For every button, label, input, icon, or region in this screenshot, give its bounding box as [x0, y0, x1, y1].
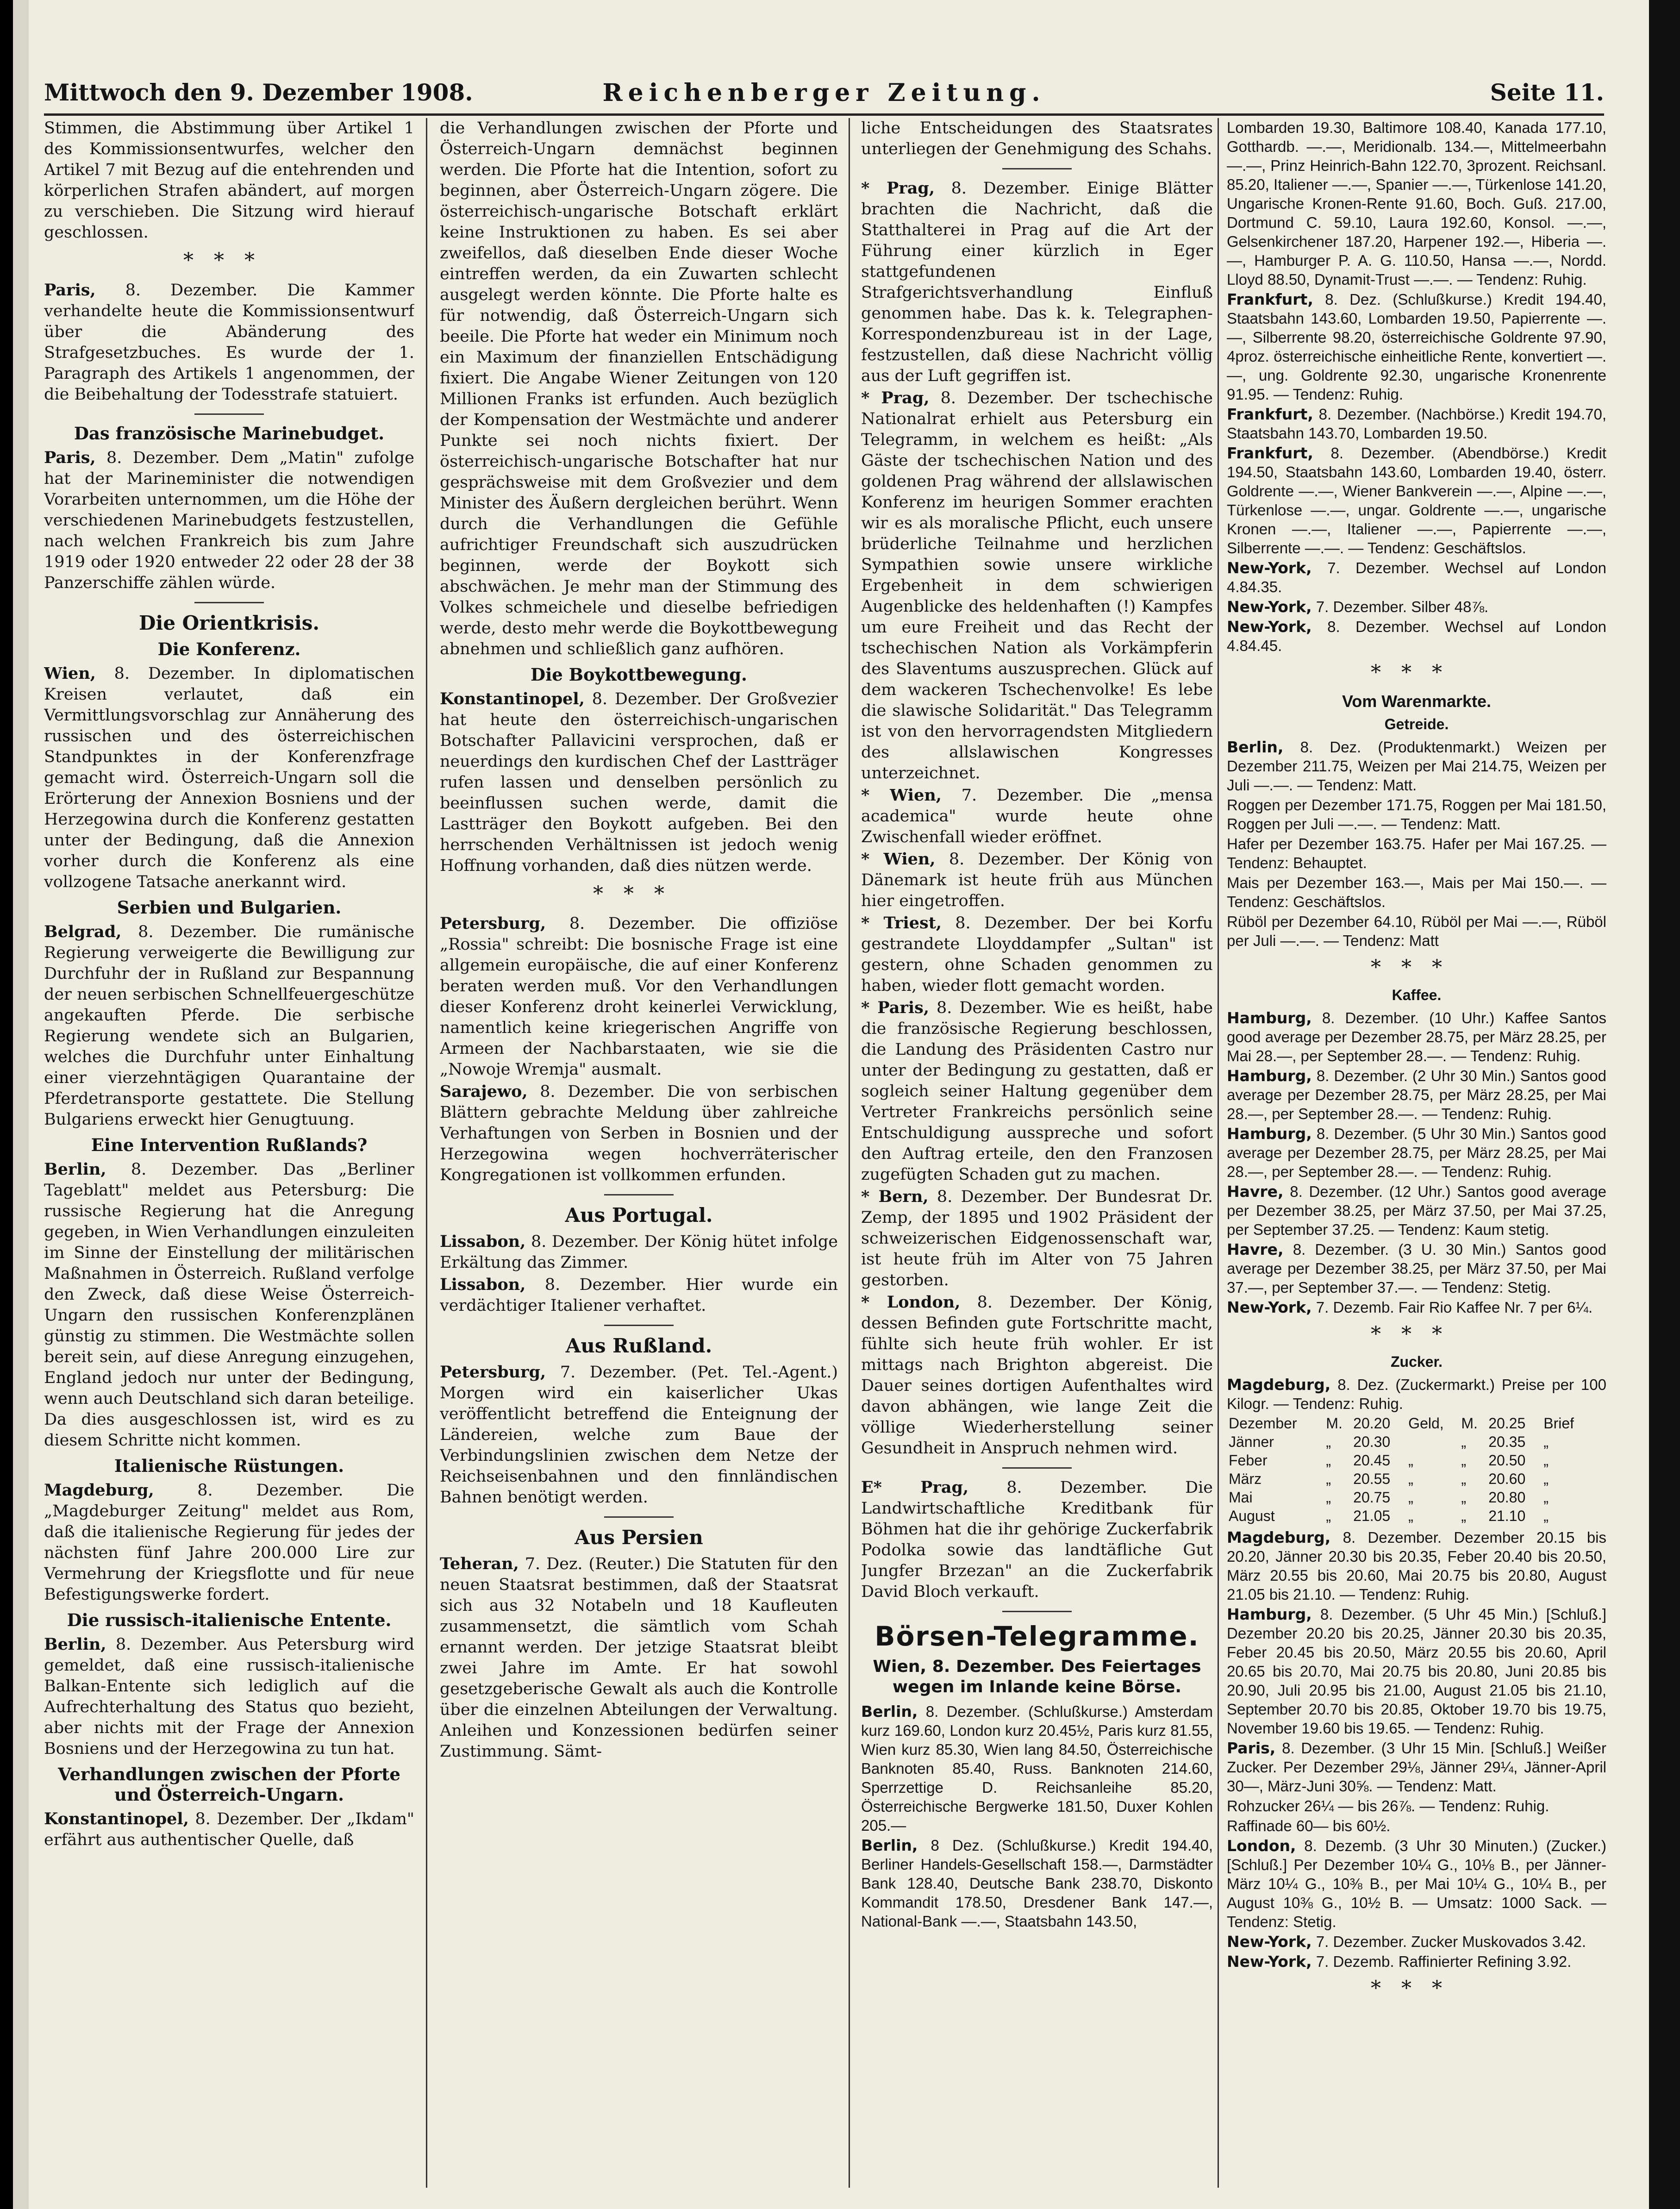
market-report — [1227, 1298, 1606, 1317]
subsection-heading: Verhandlungen zwischen der Pforte und Österreich-Ungarn. — [58, 1764, 400, 1805]
market-report — [1227, 1008, 1606, 1065]
dateline: New-York, — [1227, 618, 1312, 636]
dateline: Frankfurt, — [1227, 290, 1313, 308]
column-4 — [1227, 118, 1606, 2188]
dateline: E* Prag, — [861, 1478, 969, 1497]
article-body: 8. Dezember. Der Großvezier hat heute den österreichisch-ungarischen Botschafter Pallavicini versprochen, daß er neuerdings den kurdischen Chef der Lastträger rufen lassen und denselben persönlich zu beeinflussen suchen werde, damit die Lastträger den Boykott aufgeben. Bei den herrschenden Verhältnissen ist jedoch wenig Hoffnung vorhanden, daß dies nützen werde. — [440, 690, 838, 875]
report-body: 8. Dezember. (3 Uhr 15 Min. [Schluß.] Weißer Zucker. Per Dezember 29⅛, Jänner 29¼, Jänner-April 30—, März-Juni 30⅝. — Tendenz: Matt. — [1227, 1740, 1606, 1795]
divider — [1002, 168, 1072, 169]
article — [440, 688, 838, 876]
scan-edge-right — [1649, 0, 1680, 2209]
section-heading: Börsen-Telegramme. — [874, 1621, 1199, 1652]
dateline: New-York, — [1227, 598, 1312, 616]
table-cell: „ — [1408, 1471, 1413, 1487]
table-cell: 20.45 — [1353, 1452, 1391, 1469]
dateline: Konstantinopel, — [44, 1809, 189, 1828]
report-body: 8. Dez. (Produktenmarkt.) Weizen per Dezember 211.75, Weizen per Mai 214.75, Weizen per Juli —.—. — Tendenz: Matt. — [1227, 738, 1606, 794]
table-cell: „ — [1543, 1433, 1549, 1450]
report-body: 8. Dezember. (Abendbörse.) Kredit 194.50, Staatsbahn 143.60, Lombarden 19.40, österr. Goldrente —.—, Wiener Bankverein —.—, Alpine —.—, Türkenlose —.—, ungar. Goldrente —.—, ungarische Kronen —.—, Italiener —.—, Papierrente —.—, Silberrente —.—. — Tendenz: Geschäftslos. — [1227, 444, 1606, 557]
market-report — [861, 1836, 1213, 1931]
dateline: * London, — [861, 1293, 961, 1312]
issue-date: Mittwoch den 9. Dezember 1908. — [44, 79, 473, 106]
dateline: Berlin, — [44, 1635, 106, 1654]
table-cell: „ — [1408, 1508, 1413, 1524]
table-cell: Brief — [1543, 1415, 1574, 1432]
report-body: 7. Dezember. Zucker Muskovados 3.42. — [1312, 1933, 1586, 1950]
market-report: Mais per Dezember 163.—, Mais per Mai 150.—. — Tendenz: Geschäftslos. — [1227, 874, 1606, 910]
market-report — [1227, 1739, 1606, 1796]
divider — [194, 602, 264, 603]
table-cell: „ — [1461, 1452, 1466, 1469]
table-cell: M. — [1461, 1415, 1478, 1432]
article — [44, 1480, 414, 1605]
article-body: 7. Dezember. Die „mensa academica" wurde heute ohne Zwischenfall wieder eröffnet. — [861, 786, 1213, 846]
market-report — [861, 1702, 1213, 1835]
dateline: Paris, — [44, 448, 96, 467]
divider — [604, 1516, 674, 1518]
table-cell: 20.60 — [1488, 1471, 1526, 1487]
report-body: 8. Dezember. (12 Uhr.) Santos good average per Dezember 38.25, per März 37.50, per Mai 37.25, per September 37.25. — Tendenz: Kaum stetig. — [1227, 1183, 1606, 1238]
market-report — [1227, 444, 1606, 557]
table-row — [1227, 1507, 1588, 1525]
article — [44, 921, 414, 1130]
table-cell: „ — [1326, 1489, 1331, 1506]
dateline: Lissabon, — [440, 1275, 526, 1294]
table-cell: 21.05 — [1353, 1508, 1391, 1524]
section-heading: Vom Warenmarkte. — [1342, 692, 1492, 711]
dateline: Frankfurt, — [1227, 444, 1313, 462]
market-report — [1227, 405, 1606, 443]
table-cell: Mai — [1229, 1489, 1253, 1506]
dateline: Lissabon, — [440, 1232, 526, 1251]
article-body: 8. Dezember. Hier wurde ein verdächtiger Italiener verhaftet. — [440, 1276, 838, 1315]
table-cell: „ — [1461, 1489, 1466, 1506]
subsection-heading: Die Boykottbewegung. — [531, 664, 747, 685]
table-cell: „ — [1326, 1433, 1331, 1450]
article — [440, 1362, 838, 1508]
table-cell: August — [1229, 1508, 1275, 1524]
article-body: 8. Dezember. Einige Blätter brachten die Nachricht, daß die Statthalterei in Prag auf die Art der Führung einer kürzlich in Eger stattgefundenen Strafgerichtsverhandlung Einfluß genommen habe. Das k. k. Telegraphen-Korrespondenzbureau ist in der Lage, festzustellen, daß diese Nachricht völlig aus der Luft gegriffen ist. — [861, 179, 1213, 385]
dateline: Belgrad, — [44, 922, 122, 941]
dateline: New-York, — [1227, 559, 1312, 577]
market-report: Hafer per Dezember 163.75. Hafer per Mai 167.25. — Tendenz: Behauptet. — [1227, 835, 1606, 871]
dateline: Magdeburg, — [1227, 1528, 1331, 1546]
column-1 — [44, 118, 414, 2188]
article-body: 8. Dezember. Der König von Dänemark ist heute früh aus München hier eingetroffen. — [861, 850, 1213, 910]
adjacent-page-strip — [13, 0, 29, 2209]
table-cell: 20.30 — [1353, 1433, 1391, 1450]
column-3 — [861, 118, 1213, 2188]
subsection-heading: Die Konferenz. — [157, 639, 301, 659]
article-body: 8. Dezember. Der König hütet infolge Erkältung das Zimmer. — [440, 1233, 838, 1272]
section-heading: Aus Portugal. — [565, 1204, 713, 1227]
market-report: Rüböl per Dezember 64.10, Rüböl per Mai —.—, Rüböl per Juli —.—. — Tendenz: Matt — [1227, 913, 1606, 949]
dateline: Magdeburg, — [44, 1481, 154, 1500]
report-body: 8. Dezember. (5 Uhr 30 Min.) Santos good average per Dezember 28.75, per März 28.25, per Mai 28.—, per September 28.—. — Tendenz: Ruhig. — [1227, 1125, 1606, 1180]
table-cell: „ — [1543, 1452, 1549, 1469]
dateline: Berlin, — [861, 1702, 918, 1721]
report-body: 8. Dezember. (10 Uhr.) Kaffee Santos good average per Dezember 28.75, per März 28.25, per Mai 28.—, per September 28.—. — Tendenz: Ruhig. — [1227, 1009, 1606, 1064]
table-cell: Dezember — [1229, 1415, 1297, 1432]
dateline: * Bern, — [861, 1187, 929, 1206]
separator-asterisks: *** — [593, 882, 685, 906]
table-cell: „ — [1543, 1471, 1549, 1487]
divider — [604, 1325, 674, 1326]
dateline: New-York, — [1227, 1933, 1312, 1951]
market-report — [1227, 1528, 1606, 1604]
article — [861, 1292, 1213, 1459]
market-report: Roggen per Dezember 171.75, Roggen per Mai 181.50, Roggen per Juli —.—. — Tendenz: Matt. — [1227, 796, 1606, 832]
table-cell: Feber — [1229, 1452, 1268, 1469]
table-row — [1227, 1488, 1588, 1507]
column-rule — [849, 118, 850, 2188]
subsection-heading: Italienische Rüstungen. — [114, 1456, 344, 1476]
divider — [194, 413, 264, 415]
masthead-rule — [44, 113, 1604, 116]
report-body: 8. Dez. (Zuckermarkt.) Preise per 100 Kilogr. — Tendenz: Ruhig. — [1227, 1376, 1606, 1412]
report-body: 7. Dezember. Silber 48⅞. — [1312, 598, 1489, 615]
divider — [1002, 1467, 1072, 1469]
article — [44, 447, 414, 594]
article-body: 8. Dezember. Der „Ikdam" erfährt aus authentischer Quelle, daß — [44, 1810, 414, 1849]
article — [440, 1274, 838, 1316]
dateline: Magdeburg, — [1227, 1376, 1331, 1394]
dateline: Wien, — [44, 664, 96, 683]
article — [440, 1081, 838, 1186]
table-row — [1227, 1451, 1588, 1470]
article-body: 8. Dezember. Die Landwirtschaftliche Kreditbank für Böhmen hat die ihr gehörige Zuckerfabrik Podolka sowie das landtäfliche Gut Jungfer Brzezan" an die Zuckerfabrik David Bloch verkauft. — [861, 1478, 1213, 1601]
article — [440, 1231, 838, 1273]
table-cell: März — [1229, 1471, 1262, 1487]
table-cell: M. — [1326, 1415, 1343, 1432]
dateline: Berlin, — [861, 1836, 918, 1854]
divider — [1002, 1611, 1072, 1612]
section-heading: Das französische Marinebudget. — [74, 423, 385, 444]
market-report — [1227, 1182, 1606, 1239]
article — [440, 913, 838, 1080]
article-body: 8. Dezember. Die von serbischen Blättern gebrachte Meldung über zahlreiche Verhaftungen von Serben in Bosnien und der Herzegowina wegen hochverräterischer Kongregationen ist vollkommen erfunden. — [440, 1083, 838, 1184]
market-report: Raffinade 60— bis 60½. — [1227, 1817, 1391, 1834]
table-row — [1227, 1433, 1588, 1451]
market-report — [1227, 597, 1606, 616]
dateline: Paris, — [1227, 1739, 1276, 1757]
article-text: liche Entscheidungen des Staatsrates unterliegen der Genehmigung des Schahs. — [861, 119, 1213, 158]
article — [861, 1477, 1213, 1602]
table-row — [1227, 1414, 1588, 1433]
market-report — [1227, 738, 1606, 795]
market-report — [1227, 1952, 1606, 1971]
table-cell: „ — [1543, 1508, 1549, 1524]
table-cell: „ — [1461, 1433, 1466, 1450]
article-body: 8. Dezember. Die offiziöse „Rossia" schreibt: Die bosnische Frage ist eine allgemein europäische, die auf einer Konferenz beraten werden muß. Vor den Verhandlungen dieser Konferenz droht keinerlei Verwicklung, namentlich keine kriegerischen Angriffe von Armeen der Nachbarstaaten, wie sie die „Nowoje Wremja" ausmalt. — [440, 914, 838, 1079]
dateline: * Prag, — [861, 179, 935, 198]
market-report — [1227, 290, 1606, 404]
article — [861, 178, 1213, 387]
dateline: New-York, — [1227, 1298, 1312, 1316]
market-report — [1227, 558, 1606, 596]
article-text: die Verhandlungen zwischen der Pforte und Österreich-Ungarn demnächst beginnen werden. Die Pforte hat die Intention, sofort zu beginnen, aber Österreich-Ungarn zögere. Die österreichisch-ungarische Botschaft erklärt keine Instruktionen zu haben. Es sei aber zweifellos, daß dieselben Ende dieser Woche eintreffen werden, da ein Zuwarten schlecht ausgelegt werden könnte. Die Pforte halte es für notwendig, daß Österreich-Ungarn sich beeile. Die Pforte hat weder ein Minimum noch ein Maximum der finanziellen Entschädigung fixiert. Die Angabe Wiener Zeitungen von 120 Millionen Franks ist erfunden. Auch bezüglich der Kompensation der Westmächte und anderer Punkte sei noch nichts fixiert. Der österreichisch-ungarische Botschafter hat nur gesprächsweise mit dem Großvezier und dem Minister des Äußern dergleichen berührt. Wenn durch die Verhandlungen die Gefühle aufrichtiger Freundschaft sich auszudrücken beginnen, werde der Boykott sich abschwächen. Je mehr man der Stimmung des Volkes schmeichele und dieselbe befriedigen werde, desto mehr werde die Boykottbewegung abnehmen und schließlich ganz aufhören. — [440, 119, 838, 658]
article — [861, 849, 1213, 912]
subsection-heading: Zucker. — [1390, 1353, 1443, 1370]
dateline: Havre, — [1227, 1240, 1284, 1258]
dateline: Berlin, — [44, 1160, 106, 1179]
article-body: 8. Dezember. Die rumänische Regierung verweigerte die Bewilligung zur Durchfuhr der in Rußland zur Bespannung der neuen serbischen Schnellfeuergeschütze angekauften Pferde. Die serbische Regierung wendete sich an Bulgarien, welches die Durchfuhr unter Einhaltung einer vierzehntägigen Quarantaine der Pferdetransporte gestattete. Die Stellung Bulgariens erweckt hier Genugtuung. — [44, 923, 414, 1129]
article-body: 8. Dezember. Der König, dessen Befinden gute Fortschritte macht, fühlte sich heute früh wohler. Er ist mittags nach Brighton abgereist. Die Dauer seines dortigen Aufenthaltes wird davon abhängen, wie lange Zeit die völlige Wiederherstellung seiner Gesundheit in Anspruch nehmen wird. — [861, 1293, 1213, 1458]
report-body: 8. Dez. (Schlußkurse.) Kredit 194.40, Staatsbahn 143.60, Lombarden 19.50, Papierrente —.—, Silberrente 98.20, österreichische Goldrente 97.90, 4proz. österreichische einheitliche Rente, konvertiert —.—, ung. Goldrente 92.30, ungarische Kronenrente 91.95. — Tendenz: Ruhig. — [1227, 291, 1606, 403]
report-body: 8. Dezember. (Schlußkurse.) Amsterdam kurz 169.60, London kurz 20.45½, Paris kurz 81.55, Wien kurz 85.30, Wien lang 84.50, Österreichische Banknoten 85.40, Russ. Banknoten 214.60, Sperrzettige D. Reichsanleihe 85.20, Österreichische Bergwerke 181.50, Duxer Kohlen 205.— — [861, 1703, 1213, 1834]
article-body: 8. Dezember. Der Bundesrat Dr. Zemp, der 1895 und 1902 Präsident der schweizerischen Eidgenossenschaft war, ist heute früh im Alter von 75 Jahren gestorben. — [861, 1188, 1213, 1289]
article — [44, 1159, 414, 1451]
subsection-heading: Die russisch-italienische Entente. — [67, 1610, 392, 1630]
article — [861, 785, 1213, 848]
separator-asterisks: *** — [1371, 956, 1462, 979]
report-body: 8. Dezemb. (3 Uhr 30 Minuten.) (Zucker.) [Schluß.] Per Dezember 10¼ G., 10⅛ B., per Jänner-März 10¼ G., 10⅜ B., per Mai 10¼ G., 10¼ B., per August 10⅜ G., 10½ B. — Umsatz: 1000 Sack. — Tendenz: Stetig. — [1227, 1837, 1606, 1930]
separator-asterisks: *** — [183, 249, 275, 272]
report-body: 8 Dez. (Schlußkurse.) Kredit 194.40, Berliner Handels-Gesellschaft 158.—, Darmstädter Bank 128.40, Deutsche Bank 238.70, Diskonto Kommandit 178.50, Dresdener Bank 147.—, National-Bank —.—, Staatsbahn 143.50, — [861, 1837, 1213, 1930]
dateline: * Paris, — [861, 998, 930, 1017]
dateline: Konstantinopel, — [440, 689, 585, 708]
market-report — [1227, 1836, 1606, 1931]
dateline: Frankfurt, — [1227, 405, 1313, 423]
report-body: 7. Dezember. Wechsel auf London 4.84.35. — [1227, 559, 1606, 595]
dateline: Hamburg, — [1227, 1125, 1312, 1143]
table-cell: 20.50 — [1488, 1452, 1526, 1469]
table-row — [1227, 1470, 1588, 1488]
table-cell: 20.55 — [1353, 1471, 1391, 1487]
dateline: Petersburg, — [440, 1363, 546, 1382]
article — [861, 1186, 1213, 1291]
article-body: 8. Dezember. Der bei Korfu gestrandete Lloyddampfer „Sultan" ist gestern, ohne Schaden genommen zu haben, wieder flott gemacht worden. — [861, 914, 1213, 995]
table-cell: 21.10 — [1488, 1508, 1526, 1524]
market-report — [1227, 1375, 1606, 1413]
column-rule — [426, 118, 427, 2188]
dateline: Berlin, — [1227, 738, 1284, 756]
table-cell: „ — [1326, 1471, 1331, 1487]
article — [44, 1634, 414, 1759]
dateline: Hamburg, — [1227, 1009, 1312, 1027]
report-body: 8. Dezember. (5 Uhr 45 Min.) [Schluß.] Dezember 20.20 bis 20.25, Jänner 20.30 bis 20.35, Feber 20.45 bis 20.50, März 20.55 bis 20.60, April 20.65 bis 20.70, Mai 20.75 bis 20.80, Juni 20.85 bis 20.90, Juli 20.95 bis 21.00, August 21.05 bis 21.10, September 20.70 bis 20.85, Oktober 19.70 bis 19.75, November 19.60 bis 19.65. — Tendenz: Ruhig. — [1227, 1606, 1606, 1737]
article-body: 8. Dezember. Die Kammer verhandelte heute die Kommissionsentwurf über die Abänderung des Strafgesetzbuches. Es wurde der 1. Paragraph des Artikels 1 angenommen, der die Beibehaltung der Todesstrafe statuiert. — [44, 281, 414, 404]
section-heading: Die Orientkrisis. — [138, 612, 320, 634]
dateline: * Prag, — [861, 388, 930, 407]
table-cell: „ — [1461, 1471, 1466, 1487]
article — [440, 1553, 838, 1762]
article — [44, 280, 414, 405]
article-body: 7. Dez. (Reuter.) Die Statuten für den neuen Staatsrat bestimmen, daß der Staatsrat sich aus 32 Notabeln und 18 Kaufleuten zusammensetzt, die sämtlich vom Schah ernannt werden. Der jetzige Staatsrat bleibt zwei Jahre im Amte. Er hat sowohl gesetzgeberische Gewalt als auch die Kontrolle über die einzelnen Abteilungen der Verwaltung. Anleihen und Konzessionen bedürfen seiner Zustimmung. Sämt- — [440, 1555, 838, 1761]
section-heading: Aus Rußland. — [565, 1334, 712, 1357]
dateline: Havre, — [1227, 1183, 1284, 1201]
table-cell: 20.25 — [1488, 1415, 1526, 1432]
section-heading: Aus Persien — [575, 1526, 703, 1549]
dateline: Paris, — [44, 281, 96, 300]
page-number: Seite 11. — [1490, 79, 1604, 106]
subsection-heading: Kaffee. — [1392, 987, 1442, 1003]
report-body: 8. Dezember. (3 U. 30 Min.) Santos good average per Dezember 38.25, per März 37.50, per Mai 37.—, per September 37.—. — Tendenz: Stetig. — [1227, 1241, 1606, 1296]
article-body: 8. Dezember. Dem „Matin" zufolge hat der Marineminister die notwendigen Vorarbeiten unternommen, um die Höhe der verschiedenen Marinebudgets festzustellen, nach welchen Frankreich bis zum Jahre 1919 oder 1920 entweder 22 oder 28 der 38 Panzerschiffe zählen würde. — [44, 449, 414, 592]
article-text: Stimmen, die Abstimmung über Artikel 1 des Kommissionsentwurfes, welcher den Artikel 7 mit Bezug auf die entehrenden und körperlichen Strafen abändert, auf morgen zu verschieben. Die Sitzung wird hierauf geschlossen. — [44, 119, 414, 242]
table-cell: „ — [1543, 1489, 1549, 1506]
dateline: * Wien, — [861, 786, 942, 805]
market-report — [1227, 617, 1606, 655]
article-body: 8. Dezember. Der tschechische Nationalrat erhielt aus Petersburg ein Telegramm, in welchem es heißt: „Als Gäste der tschechischen Nation und des goldenen Prag während der allslawischen Konferenz im heurigen Sommer erachten wir es als moralische Pflicht, euch unsere brüderliche Teilnahme und herzlichen Sympathien sowie unsere wirkliche Ergebenheit in dem schwierigen Augenblicke des heldenhaften (!) Kampfes um eure Freiheit und das Recht der tschechischen Nation als Vorkämpferin des Slaventums auszusprechen. Glück auf dem wackeren Tschechenvolke! Es lebe die slawische Solidarität." Das Telegramm ist von den hervorragendsten Mitgliedern des allslawischen Kongresses unterzeichnet. — [861, 389, 1213, 782]
article — [861, 388, 1213, 784]
subsection-heading: Getreide. — [1384, 716, 1449, 732]
article — [861, 997, 1213, 1185]
market-report: Lombarden 19.30, Baltimore 108.40, Kanada 177.10, Gotthardb. —.—, Meridionalb. 134.—, Mittelmeerbahn —.—, Prinz Heinrich-Bahn 122.70, 3prozent. Reichsanl. 85.20, Italiener —.—, Spanier —.—, Türkenlose 141.20, Ungarische Kronen-Rente 91.60, Boch. Guß. 217.00, Dortmund C. 59.10, Laura 192.60, Konsol. —.—, Gelsenkirchener 187.20, Harpener 192.—, Hiberia —.—, Hamburger P. A. G. 110.50, Hansa —.—, Nordd. Lloyd 88.50, Dynamit-Trust —.—. — Tendenz: Ruhig. — [1227, 119, 1606, 288]
newspaper-title: Reichenberger Zeitung. — [602, 79, 1046, 107]
dateline: Hamburg, — [1227, 1067, 1312, 1085]
article — [861, 913, 1213, 996]
table-cell: Jänner — [1229, 1433, 1274, 1450]
dateline: London, — [1227, 1837, 1296, 1855]
market-report: Rohzucker 26¼ — bis 26⅞. — Tendenz: Ruhig. — [1227, 1797, 1549, 1815]
boerse-subheading: Wien, 8. Dezember. Des Feiertages wegen im Inlande keine Börse. — [873, 1657, 1201, 1696]
table-cell: 20.35 — [1488, 1433, 1526, 1450]
scan-edge-left — [0, 0, 13, 2209]
article-body: 8. Dezember. In diplomatischen Kreisen verlautet, daß ein Vermittlungsvorschlag zur Annäherung des russischen und des österreichischen Standpunktes in der Konferenzfrage gemacht wird. Österreich-Ungarn soll die Erörterung der Annexion Bosniens und der Herzegowina durch die Konferenz gestatten unter der Bedingung, daß die Annexion vorher durch die Konferenz als eine vollzogene Tatsache anerkannt wird. — [44, 664, 414, 891]
article-body: 8. Dezember. Die „Magdeburger Zeitung" meldet aus Rom, daß die italienische Regierung für jedes der nächsten fünf Jahre 200.000 Lire zur Vermehrung der Kriegsflotte und für neue Befestigungswerke fordert. — [44, 1481, 414, 1604]
market-report — [1227, 1932, 1606, 1951]
report-body: 8. Dezember. Wechsel auf London 4.84.45. — [1227, 618, 1606, 654]
report-body: 7. Dezemb. Raffinierter Refining 3.92. — [1312, 1953, 1572, 1970]
article — [44, 1809, 414, 1851]
separator-asterisks: *** — [1371, 661, 1462, 684]
article-body: 8. Dezember. Das „Berliner Tageblatt" meldet aus Petersburg: Die russische Regierung hat die Anregung gegeben, in Wien Verhandlungen einzuleiten im Sinne der Einstellung der militärischen Maßnahmen in Österreich. Rußland verfolge den Zweck, daß diese Weise Österreich-Ungarn den russischen Konferenzplänen günstig zu stimmen. Die Westmächte sollen bereit sein, auf diese Anregung einzugehen, England jedoch nur unter der Bedingung, wenn auch Deutschland sich daran beteilige. Da dies ausgeschlossen ist, wird es zu diesem Schritte nicht kommen. — [44, 1160, 414, 1450]
masthead — [44, 79, 1604, 111]
market-report — [1227, 1124, 1606, 1181]
market-report — [1227, 1605, 1606, 1738]
table-cell: „ — [1408, 1452, 1413, 1469]
separator-asterisks: *** — [1371, 1977, 1462, 2000]
article — [44, 663, 414, 893]
subsection-heading: Serbien und Bulgarien. — [117, 897, 342, 918]
report-body: 8. Dezember. (Nachbörse.) Kredit 194.70, Staatsbahn 143.70, Lombarden 19.50. — [1227, 406, 1606, 442]
dateline: Hamburg, — [1227, 1605, 1312, 1623]
report-body: 8. Dezember. (2 Uhr 30 Min.) Santos good average per Dezember 28.75, per März 28.25, per Mai 28.—, per September 28.—. — Tendenz: Ruhig. — [1227, 1067, 1606, 1122]
article-body: 7. Dezember. (Pet. Tel.-Agent.) Morgen wird ein kaiserlicher Ukas veröffentlicht betreffend die Enteignung der Ländereien, welche zum Baue der Verbindungslinien zwischen dem Netze der Reichseisenbahnen und den finnländischen Bahnen benötigt werden. — [440, 1363, 838, 1507]
dateline: * Triest, — [861, 914, 942, 932]
report-body: 8. Dezember. Dezember 20.15 bis 20.20, Jänner 20.30 bis 20.35, Feber 20.40 bis 20.50, März 20.55 bis 20.60, Mai 20.75 bis 20.80, August 21.05 bis 21.10. — Tendenz: Ruhig. — [1227, 1529, 1606, 1603]
table-cell: „ — [1461, 1508, 1466, 1524]
dateline: Petersburg, — [440, 914, 546, 933]
dateline: Sarajewo, — [440, 1082, 528, 1101]
market-report — [1227, 1066, 1606, 1123]
divider — [604, 1194, 674, 1195]
table-cell: „ — [1326, 1452, 1331, 1469]
dateline: New-York, — [1227, 1952, 1312, 1971]
article-body: 8. Dezember. Wie es heißt, habe die französische Regierung beschlossen, die Landung des Präsidenten Castro nur unter der Bedingung zu gestatten, daß er sogleich seiner Haltung gegenüber dem Vertreter Frankreichs persönlich seine Entschuldigung ausspreche und sofort den Auftrag erteile, den den Franzosen zugefügten Schaden gut zu machen. — [861, 999, 1213, 1184]
article-body: 8. Dezember. Aus Petersburg wird gemeldet, daß eine russisch-italienische Balkan-Entente sich lediglich auf die Aufrechterhaltung des Status quo bezieht, aber nichts mit der Frage der Annexion Bosniens und der Herzegowina zu tun hat. — [44, 1635, 414, 1758]
table-cell: „ — [1408, 1489, 1413, 1506]
dateline: * Wien, — [861, 850, 936, 869]
subsection-heading: Eine Intervention Rußlands? — [91, 1135, 368, 1155]
table-cell: 20.75 — [1353, 1489, 1391, 1506]
dateline: Teheran, — [440, 1554, 519, 1573]
table-cell: 20.80 — [1488, 1489, 1526, 1506]
table-cell: 20.20 — [1353, 1415, 1391, 1432]
column-rule — [1218, 118, 1219, 2188]
market-report — [1227, 1240, 1606, 1297]
sugar-price-table — [1227, 1414, 1588, 1525]
table-cell: „ — [1326, 1508, 1331, 1524]
report-body: 7. Dezemb. Fair Rio Kaffee Nr. 7 per 6¼. — [1312, 1299, 1593, 1316]
table-cell — [1406, 1433, 1459, 1451]
separator-asterisks: *** — [1371, 1322, 1462, 1346]
column-2 — [440, 118, 838, 2188]
table-cell: Geld, — [1408, 1415, 1444, 1432]
